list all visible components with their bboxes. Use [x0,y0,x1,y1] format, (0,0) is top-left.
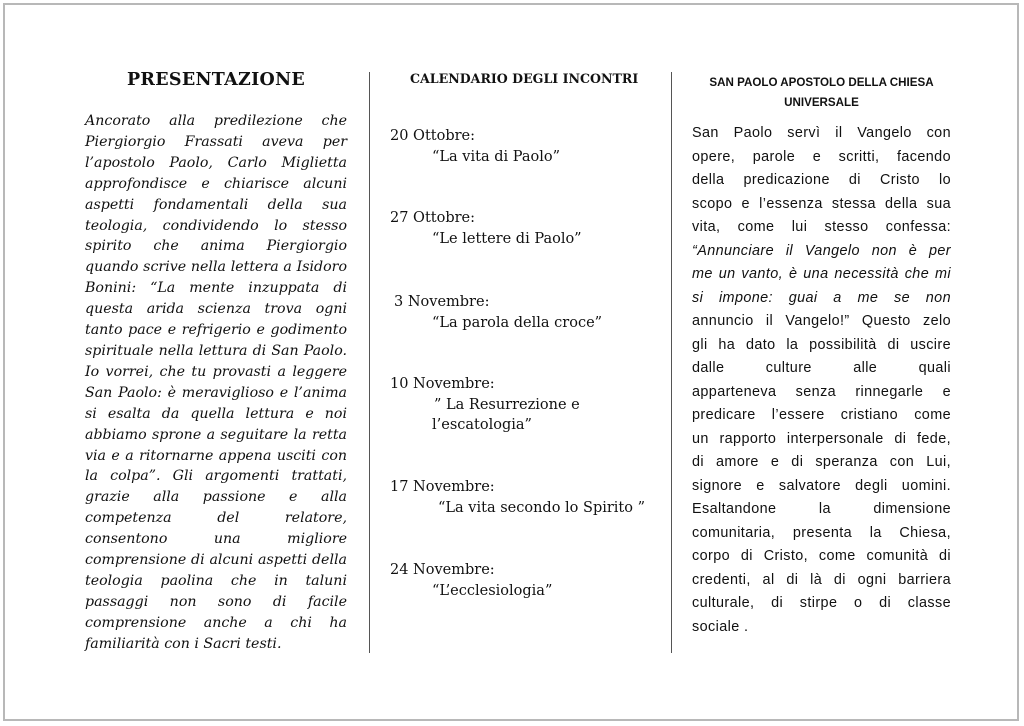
text-line: teologia paolina che in taluni [85,572,347,589]
event-title: “La vita secondo lo Spirito ” [438,499,646,516]
presentazione-text [85,111,347,655]
text-line: quando scrive nella lettera a Isidoro [85,259,347,276]
event-date: 24 Novembre: [390,562,495,578]
calendar-event [390,292,660,333]
event-date: 3 Novembre: [394,294,490,310]
event-title: “Le lettere di Paolo” [432,230,582,247]
text-line: si esalta da quella lettura e noi [85,405,347,422]
event-date: 20 Ottobre: [390,128,476,144]
text-line: via e a ritornarne appena usciti con [85,447,347,464]
text-line: approfondisce e chiarisce alcuni [85,175,347,192]
text-line: San Paolo servì il Vangelo con [692,125,951,141]
text-line: tanto pace e refrigerio e godimento [85,322,347,339]
text-line: un rapporto interpersonale di fede, [692,430,951,447]
text-line: passaggi non sono di facile [85,593,347,610]
event-title: “La parola della croce” [432,314,603,331]
text-line: questa arida scienza trova ogni [85,301,347,318]
text-line: della predicazione di Cristo lo [692,172,951,188]
text-line: competenza del relatore, [85,510,347,527]
text-line: corpo di Cristo, come comunità di [692,548,951,564]
presentazione-title: PRESENTAZIONE [126,70,306,90]
event-title: ” La Resurrezione e [434,396,580,413]
calendar-event [390,560,660,601]
text-line: dalle culture alle quali [692,360,951,376]
text-line: San Paolo: è meraviglioso e l’anima [85,384,347,401]
text-line: comunitaria, presenta la Chiesa, [692,524,951,541]
text-line: signore e salvatore degli uomini. [692,477,951,494]
calendar-event [390,477,660,518]
text-line: consentono una migliore [85,531,347,548]
text-line: opere, parole e scritti, facendo [692,148,951,165]
text-line: la colpa”. Gli argomenti trattati, [85,468,347,485]
event-date: 27 Ottobre: [390,210,476,226]
text-line: l’apostolo Paolo, Carlo Miglietta [85,154,347,171]
column-divider-right [671,72,672,653]
calendar-event [390,208,660,249]
text-line-quote: “Annunciare il Vangelo non è per [692,242,951,259]
event-title: “La vita di Paolo” [432,148,560,165]
text-line: Bonini: “La mente inzuppata di [85,280,347,297]
text-line: annuncio il Vangelo!” Questo zelo [692,313,951,329]
text-line: abbiamo sprone a seguitare la retta [85,426,347,443]
text-line: Esaltandone la dimensione [692,501,951,517]
title-line-1: SAN PAOLO APOSTOLO DELLA CHIESA [709,76,934,89]
text-line-quote: me un vanto, è una necessità che mi [692,266,951,282]
text-line: aspetti fondamentali della sua [85,196,347,213]
event-date: 17 Novembre: [390,479,495,495]
text-line: credenti, al di là di ogni barriera [692,571,951,588]
text-line: comprensione anche a chi ha [85,614,347,631]
text-line: spirito che anima Piergiorgio [85,238,347,255]
text-line: sociale . [692,618,749,635]
text-line: gli ha dato la possibilità di uscire [692,336,951,353]
text-line: comprensione di alcuni aspetti della [85,552,347,569]
text-line: predicare l’essere cristiano come [692,407,951,423]
text-line: Io vorrei, che tu provasti a leggere [85,363,347,380]
text-line-quote: si impone: guai a me se non [692,289,951,306]
text-line: teologia, condividendo lo stesso [85,217,347,234]
san-paolo-title [692,73,951,113]
san-paolo-text [692,122,951,639]
calendar-event [390,374,660,436]
text-line: Piergiorgio Frassati aveva per [85,133,347,150]
text-line: culturale, di stirpe o di classe [692,595,951,611]
text-line: apparteneva senza rinnegarle e [692,383,951,400]
event-title-line-2: l’escatologia” [432,417,532,433]
text-line: familiarità con i Sacri testi. [85,635,282,652]
column-divider-left [369,72,370,653]
text-line: grazie alla passione e alla [85,489,347,506]
text-line: di amore e di speranza con Lui, [692,454,951,470]
event-date: 10 Novembre: [390,376,495,392]
calendar-event [390,126,660,167]
event-title: “L’ecclesiologia” [432,582,553,599]
text-line: vita, come lui stesso confessa: [692,219,951,235]
title-line-2: UNIVERSALE [784,96,859,109]
text-line: spirituale nella lettura di San Paolo. [85,342,347,359]
text-line: scopo e l’essenza stessa della sua [692,195,951,212]
calendario-title: CALENDARIO DEGLI INCONTRI [410,71,639,86]
text-line: Ancorato alla predilezione che [85,113,347,129]
